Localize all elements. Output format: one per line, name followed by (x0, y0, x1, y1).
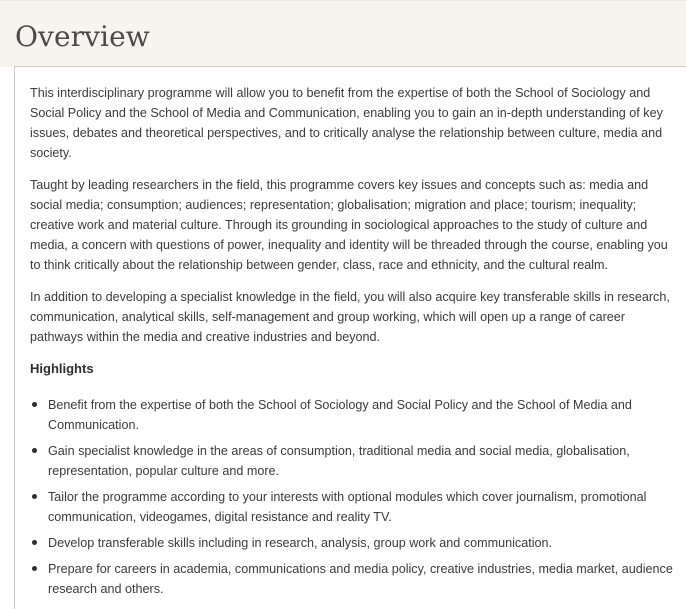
highlight-item (30, 395, 674, 435)
highlight-item (30, 533, 674, 553)
overview-paragraph-topics: Taught by leading researchers in the field, this programme covers key issues and concepts such as: media and social media; consumption; audiences; representation; globalisation; migration and place; tourism; inequality; creative work and material culture. Through its grounding in sociological approaches to the study of culture and media, a concern with questions of power, inequality and identity will be threaded through the course, enabling you to think critically about the relationship between gender, class, race and ethnicity, and the cultural realm. (30, 178, 668, 272)
highlight-text: Develop transferable skills including in research, analysis, group work and communication. (48, 536, 552, 550)
section-title: Overview (15, 20, 150, 53)
section-header (0, 0, 686, 67)
highlight-item (30, 559, 674, 599)
bullet-icon (32, 566, 37, 571)
highlight-text: Benefit from the expertise of both the School of Sociology and Social Policy and the School of Media and Communication. (48, 398, 632, 432)
highlight-item (30, 487, 674, 527)
highlight-text: Gain specialist knowledge in the areas of consumption, traditional media and social media, globalisation, representation, popular culture and more. (48, 444, 630, 478)
overview-content (30, 83, 674, 605)
bullet-icon (32, 540, 37, 545)
highlight-text: Prepare for careers in academia, communications and media policy, creative industries, media market, audience research and others. (48, 562, 673, 596)
overview-paragraph-intro: This interdisciplinary programme will allow you to benefit from the expertise of both the School of Sociology and Social Policy and the School of Media and Communication, enabling you to gain an in-depth understanding of key issues, debates and theoretical perspectives, and to critically analyse the relationship between culture, media and society. (30, 86, 663, 160)
bullet-icon (32, 402, 37, 407)
overview-panel (14, 66, 686, 609)
bullet-icon (32, 494, 37, 499)
highlight-text: Tailor the programme according to your interests with optional modules which cover journalism, promotional communication, videogames, digital resistance and reality TV. (48, 490, 647, 524)
bullet-icon (32, 448, 37, 453)
overview-paragraph-skills: In addition to developing a specialist knowledge in the field, you will also acquire key transferable skills in research, communication, analytical skills, self-management and group working, which will open up a range of career pathways within the media and creative industries and beyond. (30, 290, 670, 344)
highlights-list (30, 395, 674, 599)
highlight-item (30, 441, 674, 481)
highlights-heading: Highlights (30, 361, 94, 376)
